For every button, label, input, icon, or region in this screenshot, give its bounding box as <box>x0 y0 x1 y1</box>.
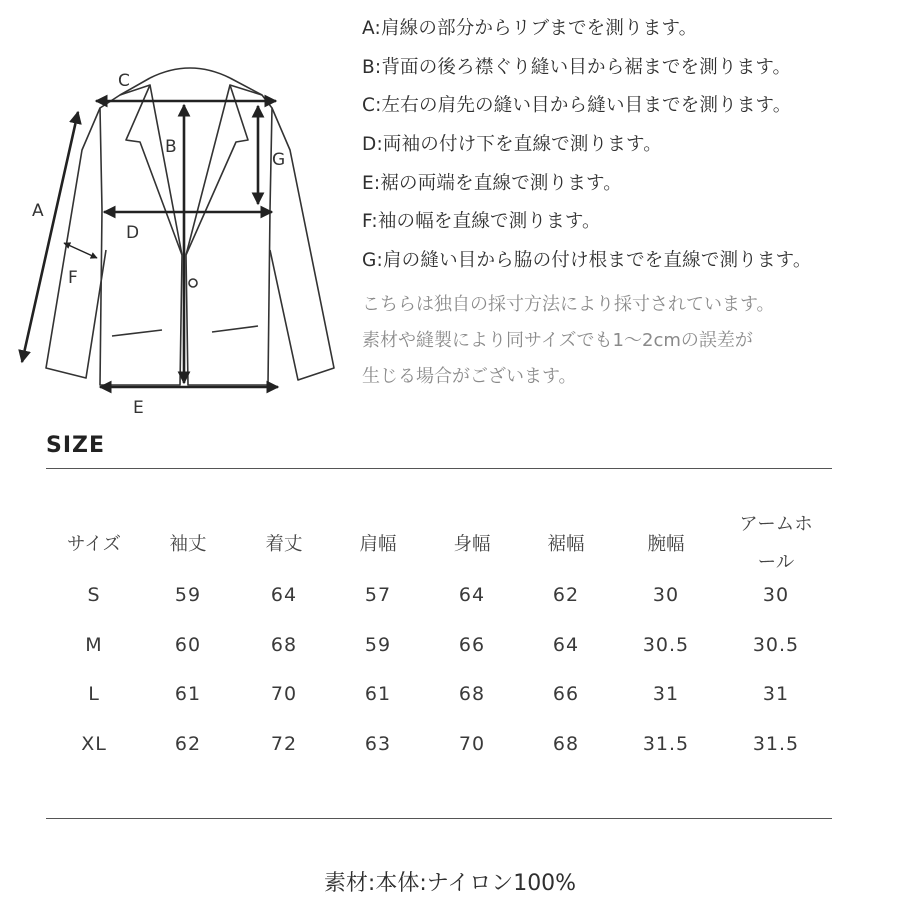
measurement-legend <box>362 10 897 395</box>
table-cell: 62 <box>552 584 580 606</box>
legend-item-e: E:裾の両端を直線で測ります。 <box>362 172 622 194</box>
table-cell: 64 <box>270 584 298 606</box>
table-cell: 30.5 <box>752 633 800 656</box>
table-cell: 59 <box>174 584 202 606</box>
label-e: E <box>133 398 144 418</box>
table-cell: 68 <box>270 633 298 656</box>
table-cell: 64 <box>552 633 580 656</box>
table-cell: 68 <box>552 732 580 755</box>
legend-item-g: G:肩の縫い目から脇の付け根までを直線で測ります。 <box>362 250 812 272</box>
header-body-length: 着丈 <box>265 534 303 555</box>
table-row <box>46 683 846 733</box>
table-header-row <box>46 500 846 584</box>
measurement-diagram <box>0 0 360 430</box>
table-cell: 64 <box>458 584 486 606</box>
table-cell: 68 <box>458 683 486 705</box>
table-cell: L <box>88 683 100 705</box>
measurement-arrows <box>22 101 278 387</box>
label-d: D <box>126 223 140 243</box>
table-cell: 70 <box>458 732 486 755</box>
note-line: 素材や縫製により同サイズでも1〜2cmの誤差が <box>362 329 753 351</box>
table-cell: M <box>85 633 103 656</box>
table-cell: 31.5 <box>642 732 690 755</box>
header-arm-width: 腕幅 <box>647 534 685 555</box>
table-cell: S <box>87 584 101 606</box>
label-b: B <box>165 137 177 157</box>
legend-item-a: A:肩線の部分からリブまでを測ります。 <box>362 18 698 39</box>
note-line: こちらは独自の採寸方法により採寸されています。 <box>362 293 775 315</box>
header-chest-width: 身幅 <box>453 534 491 555</box>
legend-item-b: B:背面の後ろ襟ぐり縫い目から裾までを測ります。 <box>362 56 792 78</box>
table-cell: 30 <box>762 584 790 606</box>
legend-item-c: C:左右の肩先の縫い目から縫い目までを測ります。 <box>362 95 792 117</box>
table-cell: 31 <box>652 683 680 705</box>
table-cell: 31.5 <box>752 732 800 755</box>
divider-bottom <box>46 818 832 819</box>
table-row <box>46 634 846 684</box>
table-cell: 72 <box>270 732 298 755</box>
legend-item-f: F:袖の幅を直線で測ります。 <box>362 211 601 233</box>
table-cell: 63 <box>364 732 392 755</box>
label-f: F <box>68 268 78 288</box>
table-cell: 30 <box>652 584 680 606</box>
header-armhole: アームホール <box>739 514 813 573</box>
table-cell: 66 <box>552 683 580 705</box>
table-cell: 31 <box>762 683 790 705</box>
table-cell: 59 <box>364 633 392 656</box>
measurement-note <box>362 287 897 395</box>
table-cell: 62 <box>174 732 202 755</box>
table-cell: 60 <box>174 633 202 656</box>
label-a: A <box>32 201 44 221</box>
size-heading: SIZE <box>46 433 106 458</box>
table-cell: 66 <box>458 633 486 656</box>
divider-top <box>46 468 832 469</box>
table-cell: 61 <box>174 683 202 705</box>
table-cell: 70 <box>270 683 298 705</box>
material-info: 素材:本体:ナイロン100% <box>323 871 577 896</box>
table-cell: 61 <box>364 683 392 705</box>
legend-item-d: D:両袖の付け下を直線で測ります。 <box>362 134 662 156</box>
table-row <box>46 584 846 634</box>
label-c: C <box>118 71 130 91</box>
header-sleeve-length: 袖丈 <box>169 534 207 555</box>
table-cell: XL <box>81 732 107 755</box>
table-cell: 57 <box>364 584 392 606</box>
size-table <box>46 500 846 782</box>
label-g: G <box>272 150 286 170</box>
jacket-outline <box>46 68 334 385</box>
header-hem-width: 裾幅 <box>547 534 585 555</box>
table-row <box>46 733 846 783</box>
header-size: サイズ <box>66 534 122 555</box>
note-line: 生じる場合がございます。 <box>362 365 577 387</box>
table-cell: 30.5 <box>642 633 690 656</box>
header-shoulder-width: 肩幅 <box>359 534 397 555</box>
